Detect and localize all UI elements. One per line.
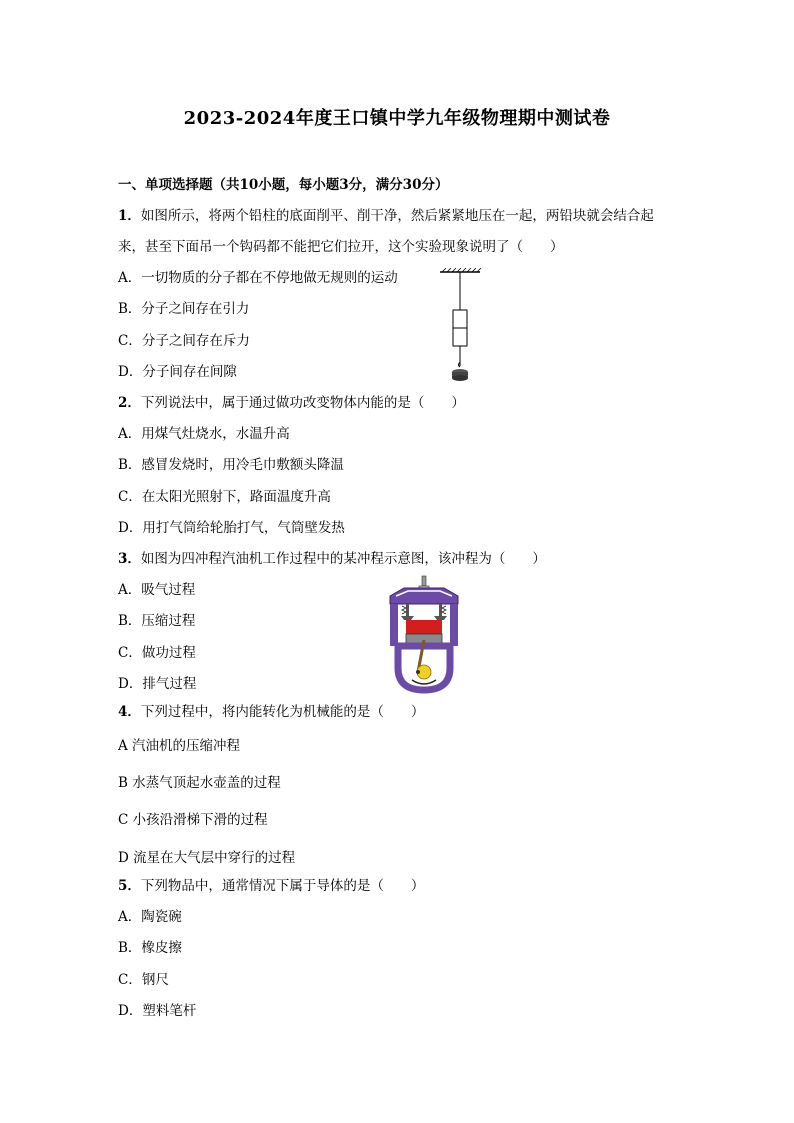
combustion-chamber — [406, 620, 442, 634]
weight-bottom — [452, 375, 468, 381]
question-number: 3． — [118, 551, 141, 567]
question-3-stem — [118, 549, 546, 569]
question-4-option-c[interactable]: C 小孩沿滑梯下滑的过程 — [118, 812, 268, 828]
question-5-option-c[interactable]: C．钢尺 — [118, 972, 169, 988]
cylinder-wall-left — [390, 604, 398, 646]
intake-spring — [402, 606, 406, 614]
engine-stroke-figure — [382, 574, 466, 694]
question-1-option-c[interactable]: C．分子之间存在斥力 — [118, 333, 250, 349]
question-3-option-b[interactable]: B．压缩过程 — [118, 613, 196, 629]
upper-lead-cylinder — [453, 310, 467, 328]
question-1-stem-line-1 — [118, 206, 654, 226]
question-1-stem-line-2: 来，甚至下面吊一个钩码都不能把它们拉开，这个实验现象说明了（ ） — [118, 239, 564, 255]
section-heading: 一、单项选择题（共10小题，每小题3分，满分30分） — [118, 177, 449, 193]
lead-cylinder-figure — [436, 268, 484, 384]
question-2-option-c[interactable]: C．在太阳光照射下，路面温度升高 — [118, 489, 331, 505]
question-5-stem — [118, 876, 424, 896]
question-text: 下列过程中，将内能转化为机械能的是（ ） — [140, 704, 425, 720]
question-5-option-b[interactable]: B．橡皮擦 — [118, 940, 182, 956]
question-number: 1． — [118, 208, 141, 224]
exhaust-valve — [434, 616, 447, 620]
question-3-option-a[interactable]: A．吸气过程 — [118, 582, 196, 598]
question-2-stem — [118, 393, 465, 413]
cylinder-wall-right — [450, 604, 458, 646]
spark-plug — [422, 576, 426, 586]
question-number: 2． — [118, 395, 141, 411]
question-number: 5． — [118, 878, 141, 894]
question-4-option-d[interactable]: D 流星在大气层中穿行的过程 — [118, 850, 296, 866]
question-text: 如图为四冲程汽油机工作过程中的某冲程示意图，该冲程为（ ） — [140, 551, 546, 567]
question-text: 下列物品中，通常情况下属于导体的是（ ） — [140, 878, 425, 894]
question-1-option-b[interactable]: B．分子之间存在引力 — [118, 301, 250, 317]
crank-pin — [416, 670, 420, 674]
question-1-option-d[interactable]: D．分子间存在间隙 — [118, 364, 237, 380]
intake-valve-stem — [406, 604, 409, 616]
question-4-stem — [118, 702, 424, 722]
question-4-option-a[interactable]: A 汽油机的压缩冲程 — [118, 738, 241, 754]
intake-valve — [401, 616, 414, 620]
question-3-option-d[interactable]: D．排气过程 — [118, 676, 197, 692]
exhaust-valve-stem — [439, 604, 442, 616]
question-number: 4． — [118, 704, 141, 720]
lower-lead-cylinder — [453, 328, 467, 346]
question-5-option-d[interactable]: D．塑料笔杆 — [118, 1003, 197, 1019]
exhaust-spring — [442, 606, 446, 614]
question-3-option-c[interactable]: C．做功过程 — [118, 645, 196, 661]
question-5-option-a[interactable]: A．陶瓷碗 — [118, 909, 182, 925]
question-2-option-b[interactable]: B．感冒发烧时，用冷毛巾敷额头降温 — [118, 457, 344, 473]
page-title: 2023-2024年度王口镇中学九年级物理期中测试卷 — [183, 108, 611, 129]
question-text: 如图所示，将两个铅柱的底面削平、削干净，然后紧紧地压在一起，两铅块就会结合起 — [140, 208, 654, 224]
question-4-option-b[interactable]: B 水蒸气顶起水壶盖的过程 — [118, 775, 281, 791]
question-1-option-a[interactable]: A．一切物质的分子都在不停地做无规则的运动 — [118, 270, 398, 286]
question-2-option-d[interactable]: D．用打气筒给轮胎打气，气筒壁发热 — [118, 520, 345, 536]
question-text: 下列说法中，属于通过做功改变物体内能的是（ ） — [140, 395, 465, 411]
question-2-option-a[interactable]: A．用煤气灶烧水，水温升高 — [118, 426, 290, 442]
